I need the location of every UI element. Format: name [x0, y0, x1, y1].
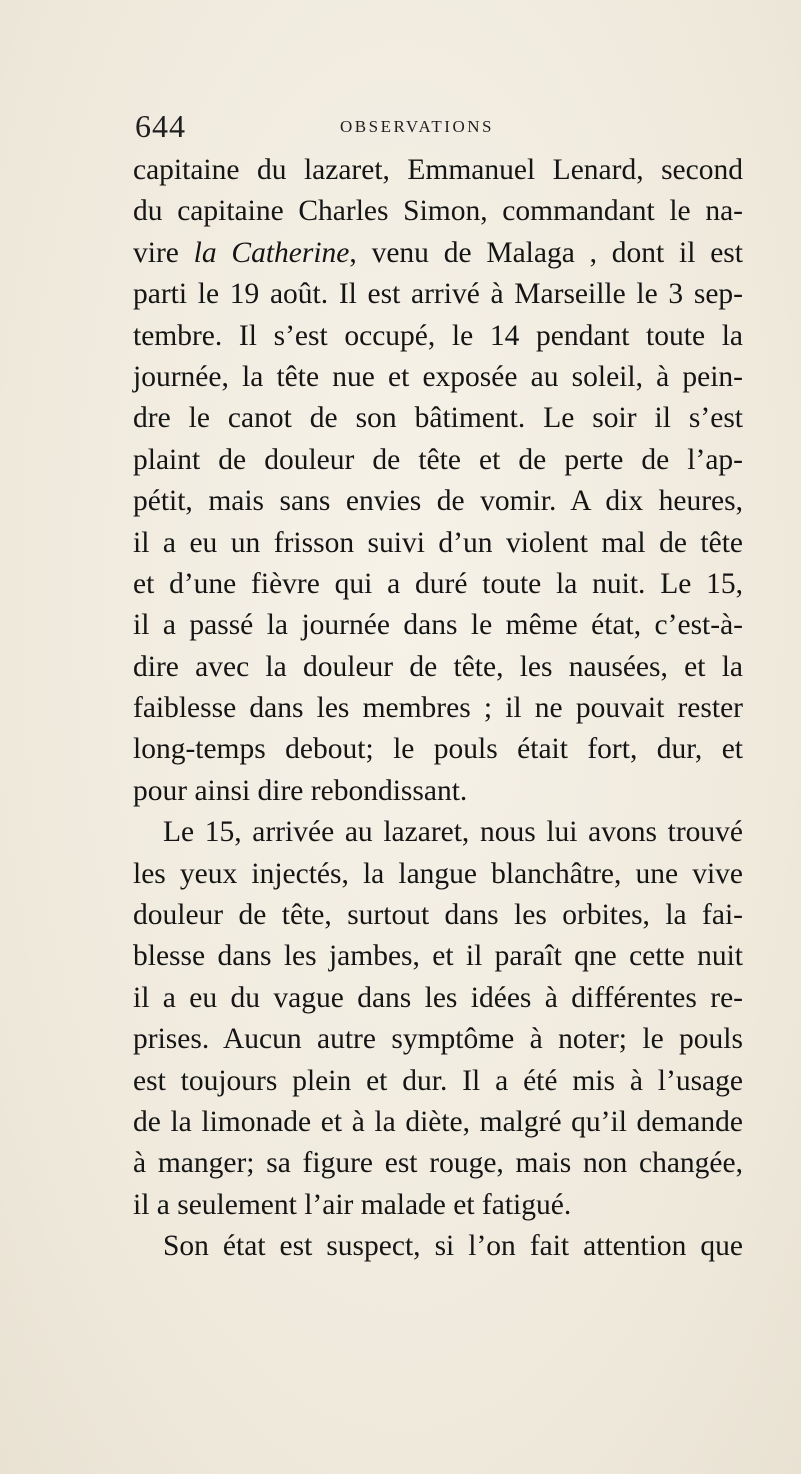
text-line: il a eu du vague dans les idées à différentes re- [133, 981, 743, 1014]
text-line: capitaine du lazaret, Emmanuel Lenard, second [133, 154, 743, 186]
text-line: blesse dans les jambes, et il paraît qne cette nuit [133, 940, 743, 973]
text-line: Le 15, arrivée au lazaret, nous lui avons trouvé [163, 816, 743, 849]
text-line: long-temps debout; le pouls était fort, dur, et [133, 733, 743, 766]
text-line: il a passé la journée dans le même état, c’est-à- [133, 609, 743, 642]
text-line: il a seulement l’air malade et fatigué. [133, 1188, 572, 1221]
ship-name: la Catherine [193, 236, 350, 269]
text-line: et d’une fièvre qui a duré toute la nuit. Le 15, [133, 567, 743, 600]
text-line: de la limonade et à la diète, malgré qu’il demande [133, 1105, 743, 1138]
text-line: parti le 19 août. Il est arrivé à Marseille le 3 sep- [133, 278, 743, 311]
text-line: faiblesse dans les membres ; il ne pouvait rester [133, 692, 743, 725]
page-header [135, 106, 695, 146]
text-line: il a eu un frisson suivi d’un violent mal de tête [133, 526, 743, 559]
running-head: OBSERVATIONS [340, 117, 494, 136]
text-line [133, 233, 743, 274]
text-line: plaint de douleur de tête et de perte de l’ap- [133, 443, 743, 476]
text-line: pétit, mais sans envies de vomir. A dix heures, [133, 485, 743, 518]
text-line: du capitaine Charles Simon, commandant le na- [133, 195, 743, 228]
text-line: journée, la tête nue et exposée au soleil, à pein- [133, 360, 743, 393]
text-line: douleur de tête, surtout dans les orbites, la fai- [133, 899, 743, 932]
text-fragment: , venu de Malaga , dont il est [349, 236, 743, 269]
text-line: tembre. Il s’est occupé, le 14 pendant toute la [133, 319, 743, 352]
text-line: Son état est suspect, si l’on fait attention que [163, 1230, 743, 1263]
text-line: dre le canot de son bâtiment. Le soir il s’est [133, 402, 743, 435]
text-line: les yeux injectés, la langue blanchâtre, une vive [133, 857, 743, 890]
text-line: prises. Aucun autre symptôme à noter; le pouls [133, 1023, 743, 1056]
text-line: pour ainsi dire rebondissant. [133, 774, 468, 807]
text-line: dire avec la douleur de tête, les nausées, et la [133, 650, 743, 683]
text-line: à manger; sa figure est rouge, mais non changée, [133, 1147, 743, 1180]
body-text [133, 150, 743, 1268]
page-number: 644 [135, 108, 186, 144]
text-line: est toujours plein et dur. Il a été mis à l’usage [133, 1064, 743, 1097]
text-fragment: vire [133, 236, 194, 269]
